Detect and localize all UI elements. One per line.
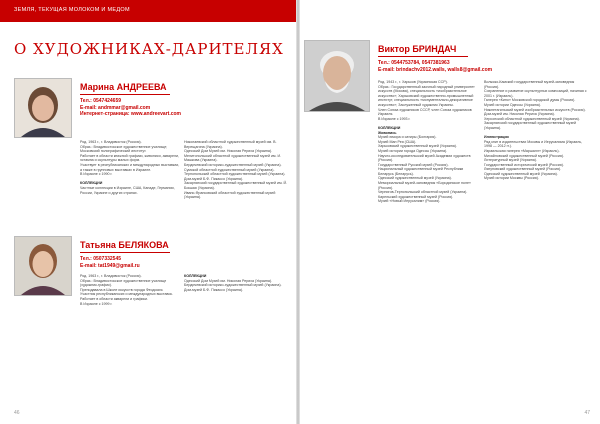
bio-paragraph: КОЛЛЕКЦИИ xyxy=(184,274,207,278)
bio-paragraph: Государственный исторический музей (Россия). xyxy=(484,162,564,167)
bio-paragraph: Литературный музей (Украина). xyxy=(484,158,537,163)
section-header-label: ЗЕМЛЯ, ТЕКУЩАЯ МОЛОКОМ И МЕДОМ xyxy=(14,7,130,13)
bio-paragraph: Частные коллекции в Израиле, США, Канаде, Германии, России, Украине и других странах. xyxy=(80,185,175,195)
bio-paragraph: В Израиле с 1990 г. xyxy=(80,172,113,177)
bio-paragraph: Михайловский художественный музей (Россия). xyxy=(484,153,565,158)
bio-paragraph: Сумской областной художественный музей (Украина). xyxy=(184,167,275,172)
bio-column-belyakova-2 xyxy=(184,274,288,292)
bio-column-brindach-1 xyxy=(378,80,478,204)
bio-paragraph: Галерея «Кино» Московской городской думы (Россия). xyxy=(484,98,576,103)
bio-paragraph: Закарпатский государственный художественный музей (Украина). xyxy=(484,121,577,130)
artist-name-brindach: Виктор БРИНДАЧ xyxy=(378,44,457,54)
bio-paragraph: Иллюстрации xyxy=(484,135,509,140)
phone-belyakova: Тел.: 0507332545 xyxy=(80,256,122,262)
bio-paragraph: Одесский Дом Музей им. Николая Рериха (Украина). xyxy=(184,149,273,154)
bio-paragraph: Преподавала в Школе искусств города Феодосия. xyxy=(80,287,164,292)
bio-paragraph: Мемориальный музей-заповедник «Бородинское поле» (Россия). xyxy=(378,181,471,190)
bio-paragraph: Мелитопольский областной художественный музей им. И. Машкова (Украина). xyxy=(184,153,282,163)
section-header-strip xyxy=(0,0,296,22)
bio-paragraph: Член Союза художников СССР, член Союза художников Израиля. xyxy=(378,107,472,117)
bio-paragraph: Участник республиканских и международных выставок. xyxy=(80,292,173,297)
bio-paragraph: Бердичевский историко-художественный музей (Украина). xyxy=(184,162,282,167)
bio-paragraph: КОЛЛЕКЦИИ xyxy=(378,125,401,130)
name-divider xyxy=(80,94,170,95)
contact-block-andreeva xyxy=(80,98,181,118)
bio-paragraph: Род. 1963 г., г. Владивосток (Россия). xyxy=(80,274,142,278)
bio-paragraph: Национальный художественный музей Республики Беларусь (Беларусь). xyxy=(378,167,464,176)
bio-paragraph: Музей юмора и сатиры (Болгария). xyxy=(378,135,437,140)
contact-block-belyakova xyxy=(80,256,140,269)
bio-paragraph: Живопись xyxy=(378,130,397,135)
page-number-left: 46 xyxy=(14,410,20,416)
bio-paragraph: Род. 1963 г., г. Владивосток (Россия). xyxy=(80,140,142,144)
bio-paragraph: Дом-музей Б.Ф. Пикассо (Украина). xyxy=(184,176,244,181)
bio-paragraph: Образ.: Владивостокское художественное училище; Московский полиграфический институт. xyxy=(80,144,168,154)
bio-paragraph: Сохранение и развитие скульптурных композиций, начиная с 2001 г. (Израиль). xyxy=(484,89,587,98)
bio-paragraph: Николаевский областной художественный музей им. В. Верещагина (Украина). xyxy=(184,140,277,149)
left-page xyxy=(0,0,296,424)
email-andreeva: E-mail: andmmar@gmail.com xyxy=(80,104,151,111)
bio-paragraph: Израильская галерея «Маршалл» (Израиль). xyxy=(484,148,560,153)
phone-brindach: Тел.: 0544753784, 0547381963 xyxy=(378,60,450,66)
bio-paragraph: Ряд книг в издательствах Москвы и Иерусалима (Израиль, 1998 — 2012 гг.). xyxy=(484,139,583,149)
artist-photo-brindach xyxy=(304,40,370,112)
bio-paragraph: Ляпуновский художественный музей (Россия). xyxy=(484,167,562,172)
bio-paragraph: Государственный Русский музей (Россия). xyxy=(378,162,449,167)
bio-paragraph: Дом-музей им. Николая Рериха (Украина). xyxy=(484,112,555,117)
portrait-photo-icon xyxy=(15,79,71,137)
bio-paragraph: Образ.: Владивостокское художественное училище (художник-график). xyxy=(80,278,167,288)
portrait-photo-icon xyxy=(305,41,369,111)
phone-andreeva: Тел.: 0547424659 xyxy=(80,98,122,104)
right-page xyxy=(300,0,600,424)
bio-paragraph: Образ.: Государственный заочный народный университет искусств (Москва), специальность «изобразительное искусство»; Харьковский художественно-промышленный институт, специальность «монументально-декоративное искусство»; Заслуженный художник Украины. xyxy=(378,84,475,107)
bio-paragraph: В Израиле с 1999 г. xyxy=(80,301,113,306)
bio-paragraph: Закарпатский государственный художественный музей им. Й. Бокшая (Украина). xyxy=(184,181,288,190)
email-brindach: E-mail: brindachv2012.walls, walls8@gmail.com xyxy=(378,66,493,73)
bio-paragraph: Одесский художественный музей (Украина). xyxy=(378,176,452,181)
website-andreeva: Интернет-страница: www.andreevart.com xyxy=(80,111,181,118)
bio-paragraph: Тернопольский областной художественный музей (Украина). xyxy=(184,172,286,177)
bio-paragraph: Харьковский художественный музей (Украина). xyxy=(378,144,457,149)
bio-paragraph: Работает в области книжной графики, живописи, акварели, эстампа и скульптуры малых форм. xyxy=(80,153,179,163)
bio-paragraph: Ивано-Франковский областной художественный музей (Украина). xyxy=(184,190,276,200)
bio-paragraph: Нижнетагильский музей изобразительных искусств (Россия). xyxy=(484,107,586,112)
portrait-photo-icon xyxy=(15,237,71,295)
bio-paragraph: Карельский художественный музей (Россия). xyxy=(378,194,454,199)
bio-column-andreeva-1 xyxy=(80,140,180,195)
bio-paragraph: Род. 1943 г., г. Харьков (Украинская ССР). xyxy=(378,80,448,84)
bio-column-andreeva-2 xyxy=(184,140,288,200)
artist-photo-belyakova xyxy=(14,236,72,296)
bio-column-brindach-2 xyxy=(484,80,590,181)
bio-column-belyakova-1 xyxy=(80,274,180,306)
bio-paragraph: Одесский художественный музей (Украина). xyxy=(484,171,558,176)
bio-paragraph: Музей истории Москвы (Россия). xyxy=(484,176,539,181)
bio-paragraph: Работает в области акварели и графики. xyxy=(80,296,149,301)
bio-paragraph: Херсонский областной художественный музей (Украина). xyxy=(484,116,580,121)
bio-paragraph: Бердичевский историко-художественный музей (Украина). xyxy=(184,283,282,288)
artist-name-belyakova: Татьяна БЕЛЯКОВА xyxy=(80,240,169,250)
bio-paragraph: Чернигов-Тернопольский областной музей (Украина). xyxy=(378,190,468,195)
email-belyakova: E-mail: tat1949@gmail.ru xyxy=(80,262,140,269)
artist-name-andreeva: Марина АНДРЕЕВА xyxy=(80,82,167,92)
artist-photo-andreeva xyxy=(14,78,72,138)
page-number-right: 47 xyxy=(584,410,590,416)
name-divider xyxy=(80,252,170,253)
bio-paragraph: Одесский Дом Музей им. Николая Рериха (Украина). xyxy=(184,278,273,283)
bio-paragraph: Научно-исследовательский музей Академии художеств (Россия). xyxy=(378,153,471,163)
bio-paragraph: Музей Ман Рея (США). xyxy=(378,139,417,144)
bio-paragraph: Участвует в республиканских и международных выставках, а также в групповых выставках в Израиле. xyxy=(80,162,180,172)
bio-paragraph: Музей истории Одессы (Украина). xyxy=(484,102,541,107)
bio-paragraph: Музей истории города Одессы (Украина). xyxy=(378,148,448,153)
bio-paragraph: Волжско-Камский государственный музей-заповедник (Россия). xyxy=(484,80,575,89)
page-title: О ХУДОЖНИКАХ-ДАРИТЕЛЯХ xyxy=(14,40,284,58)
bio-paragraph: В Израиле с 1993 г. xyxy=(378,116,411,121)
bio-paragraph: Дом-музей Б.Ф. Пикассо (Украина). xyxy=(184,287,244,292)
bio-paragraph: КОЛЛЕКЦИИ xyxy=(80,181,103,186)
bio-paragraph: Музей «Новый Иерусалим» (Россия). xyxy=(378,199,441,204)
name-divider xyxy=(378,56,468,57)
contact-block-brindach xyxy=(378,60,492,73)
